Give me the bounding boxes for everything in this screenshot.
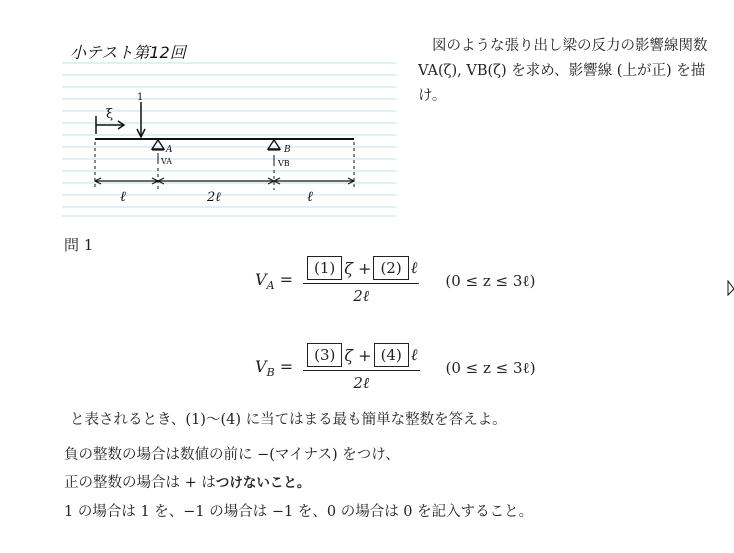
emphasis-text: つけないこと。 [215, 475, 311, 491]
equation-vb [255, 343, 536, 393]
reaction-a-label: VA [161, 157, 173, 166]
equation-va [255, 256, 535, 306]
eq1-range: (0 ≤ z ≤ 3ℓ) [445, 271, 536, 290]
eq2-numerator: (3) ζ + (4) ℓ [303, 343, 419, 371]
dim-label-1: ℓ [120, 189, 126, 205]
sketch-title: 小テスト第12回 [70, 43, 186, 62]
eq1-lhs: $V_A$ = [255, 269, 294, 293]
support-b-label: B [284, 145, 291, 155]
blank-4[interactable]: (4) [374, 343, 409, 367]
instruction-line-3: 正の整数の場合は + はつけないこと。 [64, 475, 311, 491]
question-label: 問 1 [64, 236, 94, 254]
eq1-numerator: (1) ζ + (2) ℓ [303, 256, 419, 284]
problem-statement [418, 34, 730, 109]
instruction-line-4: 1 の場合は 1 を、−1 の場合は −1 を、0 の場合は 0 を記入すること。 [64, 504, 534, 520]
blank-1[interactable]: (1) [307, 256, 342, 280]
blank-2[interactable]: (2) [373, 256, 408, 280]
xi-label: ξ [106, 107, 114, 122]
eq2-denominator: 2ℓ [353, 374, 370, 392]
blank-3[interactable]: (3) [307, 343, 342, 367]
eq1-denominator: 2ℓ [353, 287, 370, 305]
support-a [152, 140, 164, 149]
dim-label-2: 2ℓ [207, 190, 221, 205]
beam-sketch [62, 38, 396, 220]
eq2-range: (0 ≤ z ≤ 3ℓ) [445, 358, 536, 377]
instruction-line-1: と表されるとき、(1)〜(4) に当てはまる最も簡単な整数を答えよ。 [70, 412, 507, 428]
eq2-fraction [303, 343, 419, 393]
eq2-lhs: $V_B$ = [255, 356, 294, 380]
instruction-line-2: 負の整数の場合は数値の前に −(マイナス) をつけ、 [64, 447, 400, 463]
problem-text: 図のような張り出し梁の反力の影響線関数 VA(ζ), VB(ζ) を求め、影響線 (上が正) を描け。 [418, 38, 708, 104]
dim-label-3: ℓ [307, 189, 313, 205]
mouse-cursor-icon [727, 280, 734, 298]
load-label: 1 [137, 92, 144, 103]
support-b [268, 140, 280, 149]
eq1-fraction [303, 256, 419, 306]
support-a-label: A [166, 145, 173, 155]
reaction-b-label: VB [278, 159, 290, 168]
